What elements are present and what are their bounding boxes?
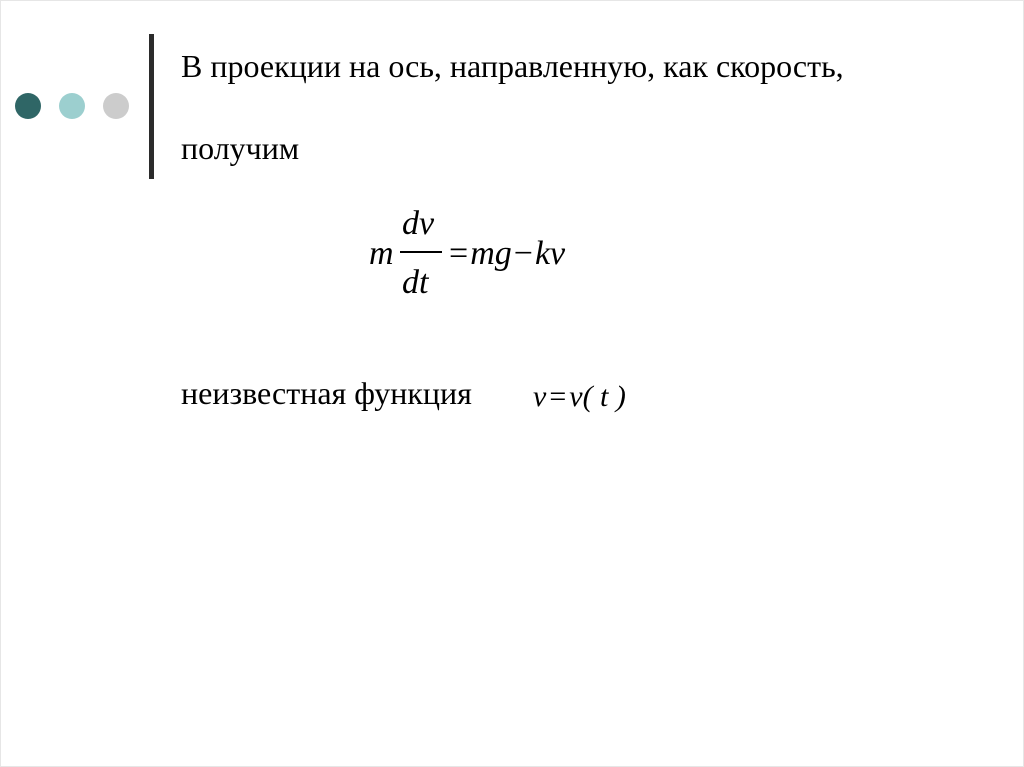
text-line-obtain: получим: [181, 130, 300, 166]
eq2-equals-sign: =: [549, 380, 567, 413]
eq2-rhs: v( t ): [569, 380, 626, 413]
eq-term-kv: kv: [534, 235, 566, 272]
eq-right-side: [447, 237, 565, 271]
eq-mass: m: [369, 235, 394, 272]
eq-fraction-denominator: dt: [402, 264, 429, 301]
eq-minus-sign: −: [513, 235, 533, 272]
decor-dot-gray: [103, 93, 129, 119]
equation-unknown-function: [533, 382, 626, 412]
eq2-v: v: [533, 380, 547, 413]
decor-dot-dark: [15, 93, 41, 119]
eq-fraction-bar: [400, 251, 442, 253]
decor-vertical-bar: [149, 34, 154, 179]
text-line-projection: В проекции на ось, направленную, как скорость,: [181, 48, 844, 84]
decor-dot-light: [59, 93, 85, 119]
eq-equals-sign: =: [449, 235, 469, 272]
eq-term-mg: mg: [470, 235, 512, 272]
eq-fraction-numerator: dv: [402, 205, 435, 242]
text-line-unknown-function: неизвестная функция: [181, 375, 472, 411]
